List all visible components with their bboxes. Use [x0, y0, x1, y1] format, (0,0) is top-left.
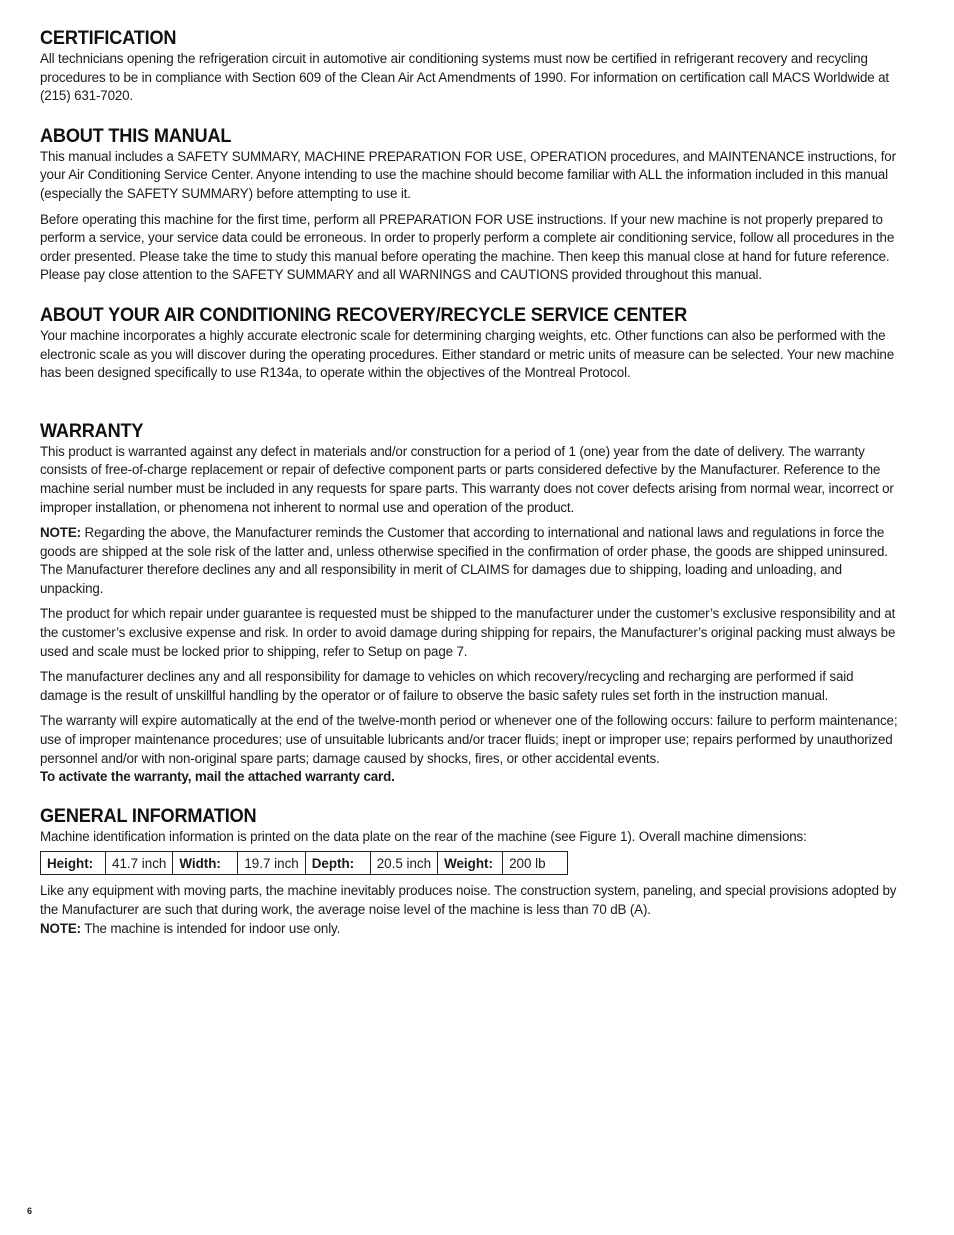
- general-information-intro: Machine identification information is printed on the data plate on the rear of the machine (see Figure 1). Overall machine dimensions:: [40, 828, 807, 844]
- depth-label: Depth:: [305, 852, 370, 875]
- certification-section: [40, 26, 900, 106]
- warranty-paragraph-1: This product is warranted against any defect in materials and/or construction for a period of 1 (one) year from the date of delivery. The warranty consists of free-of-charge replacement or repair of defective component parts or parts considered defective by the Manufacturer. Reference to the machine serial number must be included in any requests for spare parts. This warranty does not cover defects arising from normal wear, incorrect or improper installation, or phenomena not inherent to normal use and operation of the product.: [40, 443, 894, 515]
- height-label: Height:: [41, 852, 106, 875]
- general-information-heading: GENERAL INFORMATION: [40, 804, 257, 827]
- width-value: 19.7 inch: [238, 852, 305, 875]
- weight-label: Weight:: [438, 852, 503, 875]
- indoor-note-label: NOTE:: [40, 920, 81, 936]
- warranty-note-text: Regarding the above, the Manufacturer reminds the Customer that according to international and national laws and regulations in force the goods are shipped at the sole risk of the latter and, unless otherwise specified in the confirmation of order phase, the goods are shipped uninsured. The Manufacturer therefore declines any and all responsibility in merit of CLAIMS for damages due to shipping, loading and unloading, and unpacking.: [40, 525, 888, 596]
- warranty-heading: WARRANTY: [40, 419, 144, 442]
- dimensions-table: [40, 851, 568, 875]
- about-center-heading: ABOUT YOUR AIR CONDITIONING RECOVERY/RECYCLE SERVICE CENTER: [40, 303, 688, 326]
- warranty-section: [40, 419, 900, 787]
- about-center-body: Your machine incorporates a highly accurate electronic scale for determining charging weights, etc. Other functions can also be performed with the electronic scale as you will discover during the operating procedures. Either standard or metric units of measure can be selected. Your new machine has been designed specifically to use R134a, to operate within the objectives of the Montreal Protocol.: [40, 327, 895, 381]
- warranty-activate-notice: To activate the warranty, mail the attached warranty card.: [40, 769, 395, 785]
- depth-value: 20.5 inch: [370, 852, 437, 875]
- height-value: 41.7 inch: [106, 852, 173, 875]
- warranty-paragraph-5: The warranty will expire automatically at the end of the twelve-month period or whenever one of the following occurs: failure to perform maintenance; use of improper maintenance procedures; use of unsuitable lubricants and/or tracer fluids; inept or improper use; repairs performed by unauthorized personnel and/or with non-original spare parts; damage caused by shocks, fires, or other accidental events.: [40, 713, 898, 766]
- about-manual-paragraph-2: Before operating this machine for the first time, perform all PREPARATION FOR USE instructions. If your new machine is not properly prepared to perform a service, your service data could be erroneous. In order to properly perform a complete air conditioning service, follow all procedures in the order presented. Please take the time to study this manual before operating the machine. Then keep this manual close at hand for future reference. Please pay close attention to the SAFETY SUMMARY and all WARNINGS and CAUTIONS provided throughout this manual.: [40, 211, 895, 283]
- weight-value: 200 lb: [503, 852, 568, 875]
- page-number: 6: [27, 1206, 33, 1216]
- dimensions-row: [41, 852, 568, 875]
- warranty-paragraph-3: The product for which repair under guarantee is requested must be shipped to the manufacturer under the customer’s exclusive responsibility and at the customer’s exclusive expense and risk. In order to avoid damage during shipping for repairs, the Manufacturer’s original packing must always be used and scale must be locked prior to shipping, refer to Setup on page 7.: [40, 606, 896, 659]
- indoor-note-text: The machine is intended for indoor use only.: [80, 920, 341, 936]
- general-information-section: [40, 804, 900, 938]
- warranty-note-label: NOTE:: [40, 525, 81, 541]
- certification-heading: CERTIFICATION: [40, 27, 177, 49]
- certification-body: All technicians opening the refrigeration circuit in automotive air conditioning systems must now be certified in refrigerant recovery and recycling procedures to be in compliance with Section 609 of the Clean Air Act Amendments of 1990. For information on certification call MACS Worldwide at (215) 631-7020.: [40, 51, 889, 104]
- warranty-note: [40, 524, 900, 598]
- noise-paragraph: Like any equipment with moving parts, the machine inevitably produces noise. The construction system, paneling, and special provisions adopted by the Manufacturer are such that during work, the average noise level of the machine is less than 70 dB (A).: [40, 883, 897, 917]
- indoor-use-note: [40, 920, 900, 939]
- about-manual-paragraph-1: This manual includes a SAFETY SUMMARY, MACHINE PREPARATION FOR USE, OPERATION procedures, and MAINTENANCE instructions, for your Air Conditioning Service Center. Anyone intending to use the machine should become familiar with ALL the information included in this manual (especially the SAFETY SUMMARY) before attempting to use it.: [40, 148, 896, 201]
- width-label: Width:: [173, 852, 238, 875]
- about-manual-section: [40, 124, 900, 285]
- about-center-section: [40, 303, 900, 383]
- warranty-paragraph-4: The manufacturer declines any and all responsibility for damage to vehicles on which recovery/recycling and recharging are performed if said damage is the result of unskillful handling by the operator or of failure to observe the basic safety rules set forth in the instruction manual.: [40, 669, 854, 703]
- manual-page: [40, 26, 900, 938]
- about-manual-heading: ABOUT THIS MANUAL: [40, 124, 232, 147]
